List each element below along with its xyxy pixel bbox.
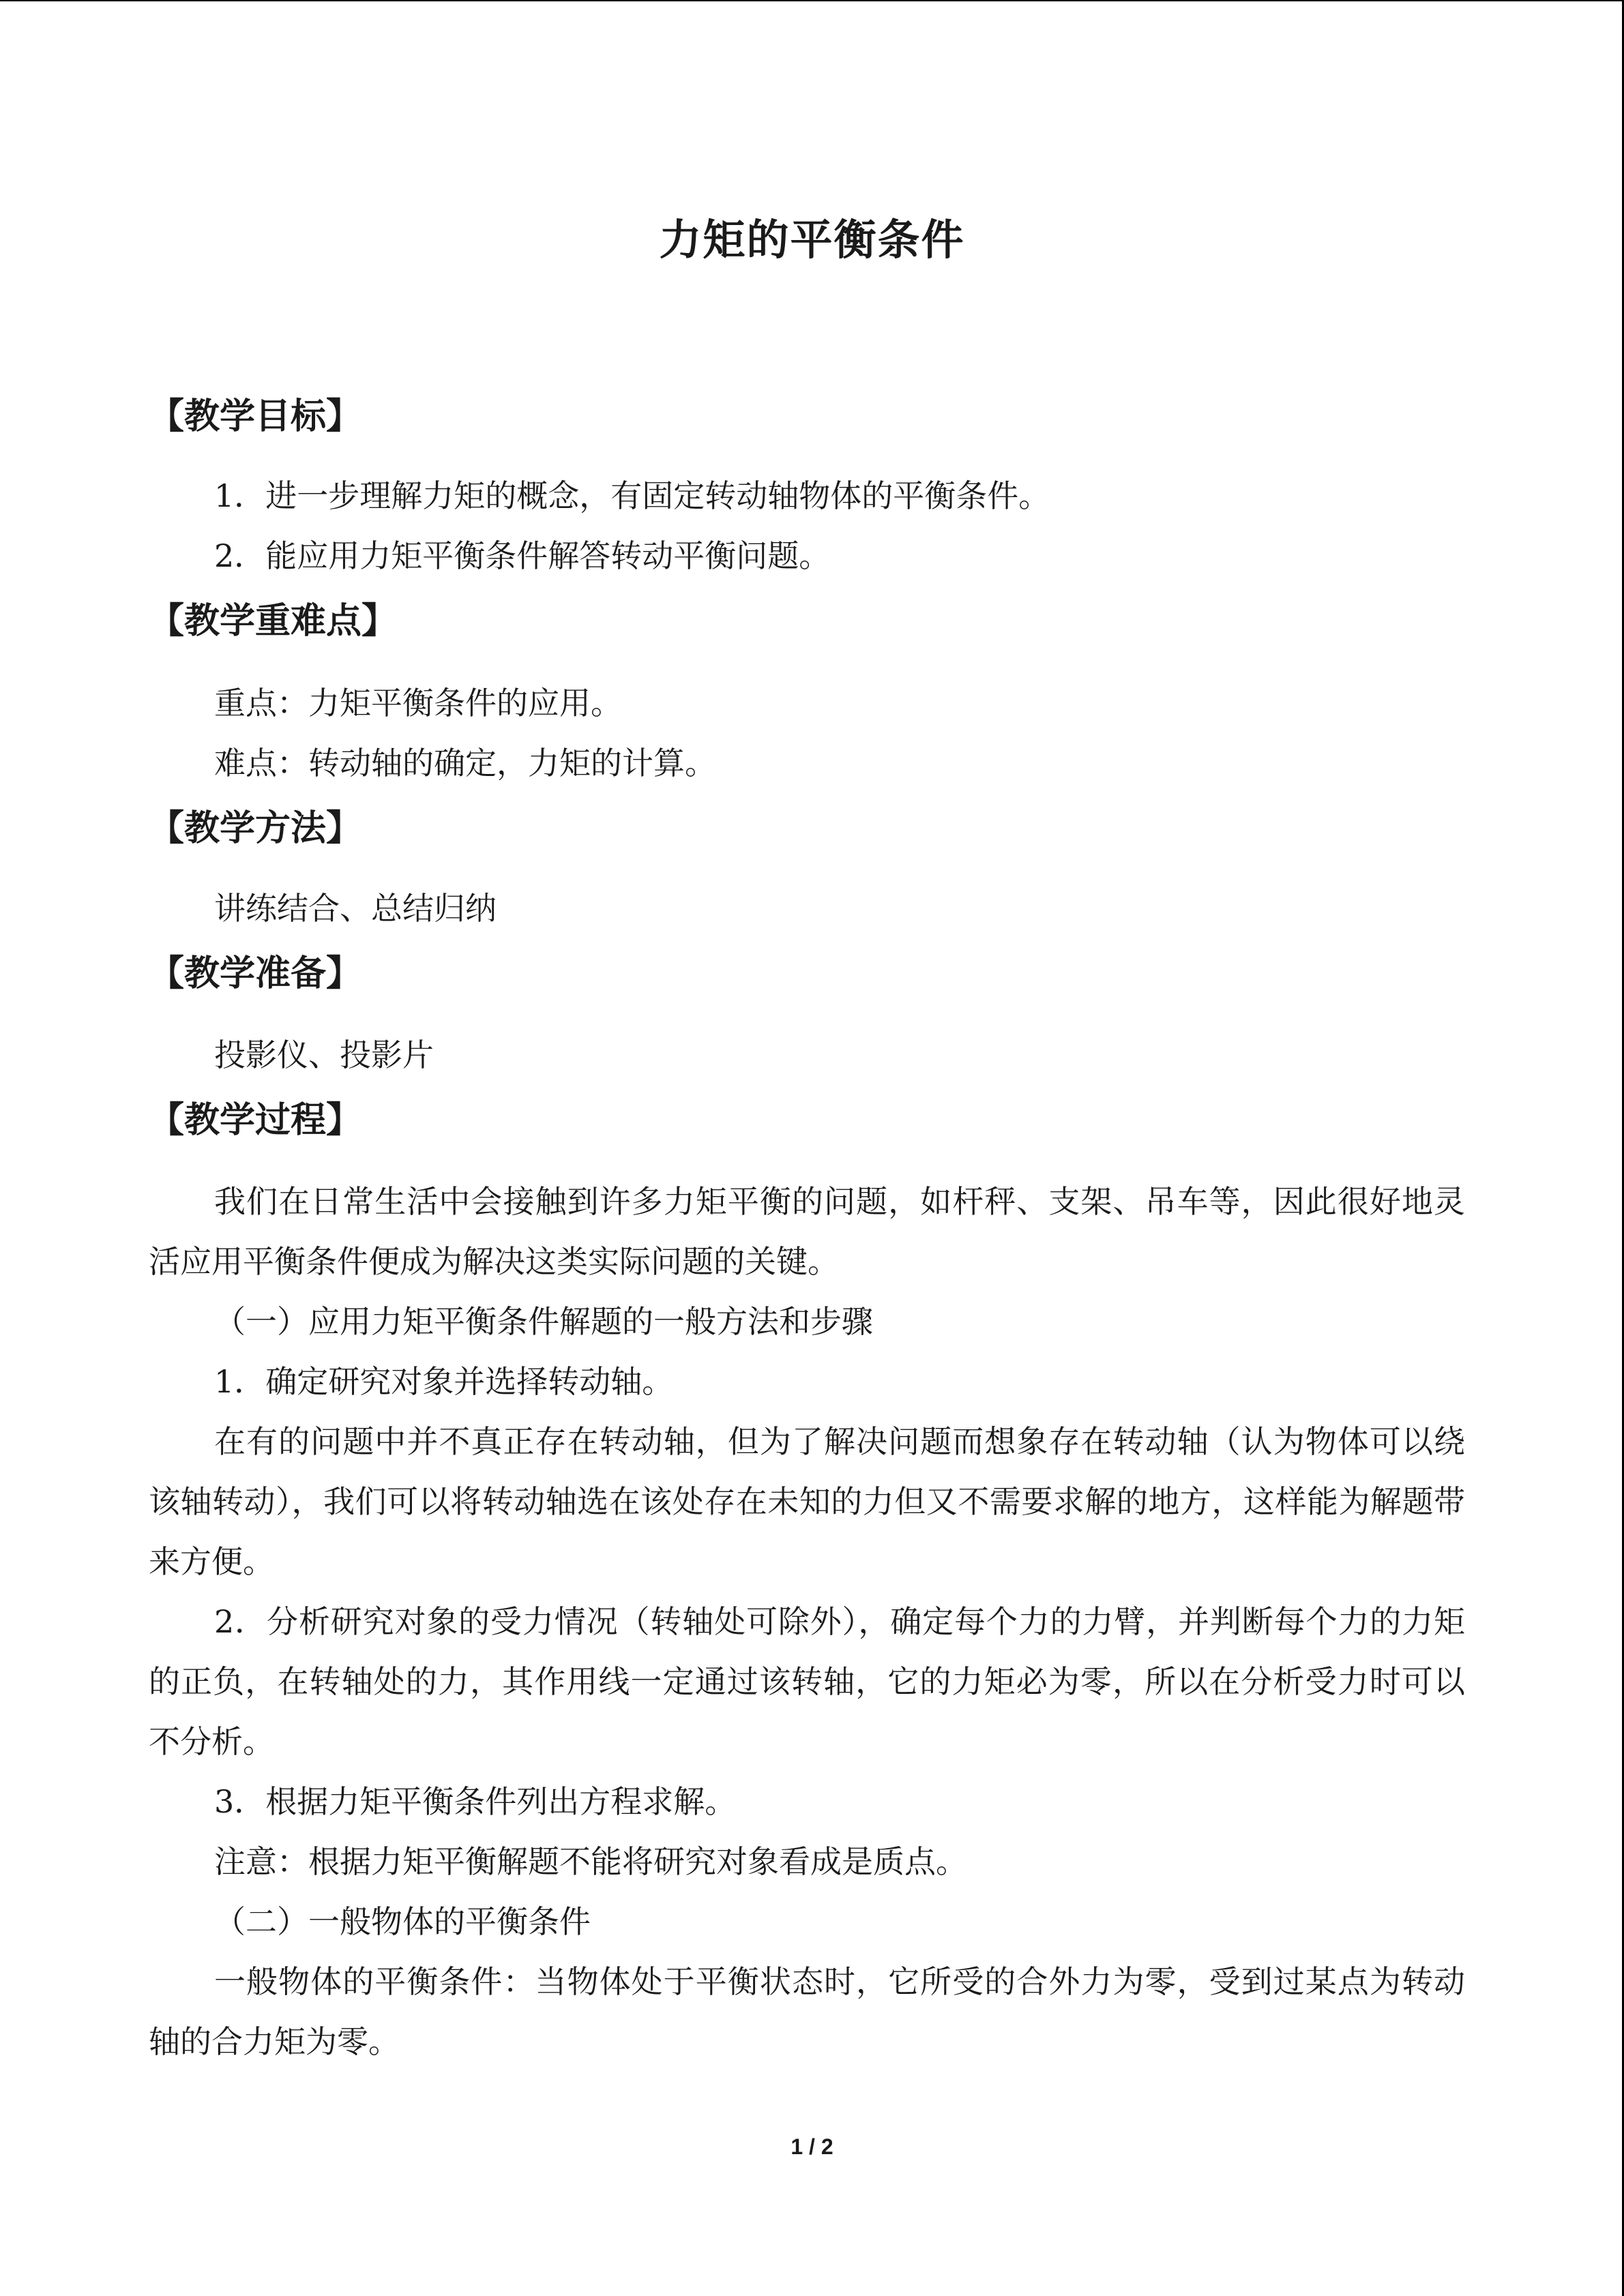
- heading-preparation: 【教学准备】: [149, 953, 362, 994]
- objective-item-1: 1．进一步理解力矩的概念，有固定转动轴物体的平衡条件。: [214, 477, 1050, 514]
- heading-keypoints: 【教学重难点】: [149, 601, 398, 642]
- process-subheading-2: （二）一般物体的平衡条件: [214, 1903, 591, 1940]
- process-step-3: 3．根据力矩平衡条件列出方程求解。: [214, 1783, 737, 1820]
- process-step-2: 2．分析研究对象的受力情况（转轴处可除外），确定每个力的力臂，并判断每个力的力矩的正负，在转轴处的力，其作用线一定通过该转轴，它的力矩必为零，所以在分析受力时可以不分析。: [149, 1603, 1465, 1760]
- process-paragraph-2: 在有的问题中并不真正存在转动轴，但为了解决问题而想象存在转动轴（认为物体可以绕该轴转动），我们可以将转动轴选在该处存在未知的力但又不需要求解的地方，这样能为解题带来方便。: [149, 1423, 1465, 1580]
- page-title: 力矩的平衡条件: [659, 215, 965, 265]
- process-paragraph-3: 一般物体的平衡条件：当物体处于平衡状态时，它所受的合外力为零，受到过某点为转动轴的合力矩为零。: [149, 1963, 1465, 2060]
- objective-item-2: 2．能应用力矩平衡条件解答转动平衡问题。: [214, 537, 831, 574]
- heading-process: 【教学过程】: [149, 1100, 362, 1141]
- preparation-item-1: 投影仪、投影片: [214, 1037, 434, 1073]
- heading-methods: 【教学方法】: [149, 808, 362, 849]
- keypoint-item-2: 难点：转动轴的确定，力矩的计算。: [214, 745, 716, 781]
- method-item-1: 讲练结合、总结归纳: [214, 890, 497, 927]
- process-note: 注意：根据力矩平衡解题不能将研究对象看成是质点。: [214, 1843, 967, 1880]
- process-subheading-1: （一）应用力矩平衡条件解题的一般方法和步骤: [214, 1303, 873, 1340]
- page-number: 1 / 2: [791, 2134, 833, 2159]
- keypoint-item-1: 重点：力矩平衡条件的应用。: [214, 685, 622, 721]
- heading-objectives: 【教学目标】: [149, 396, 362, 437]
- process-paragraph-1: 我们在日常生活中会接触到许多力矩平衡的问题，如杆秤、支架、吊车等，因此很好地灵活应用平衡条件便成为解决这类实际问题的关键。: [149, 1183, 1465, 1280]
- page-border-top: [0, 0, 1624, 1]
- process-step-1: 1．确定研究对象并选择转动轴。: [214, 1363, 674, 1400]
